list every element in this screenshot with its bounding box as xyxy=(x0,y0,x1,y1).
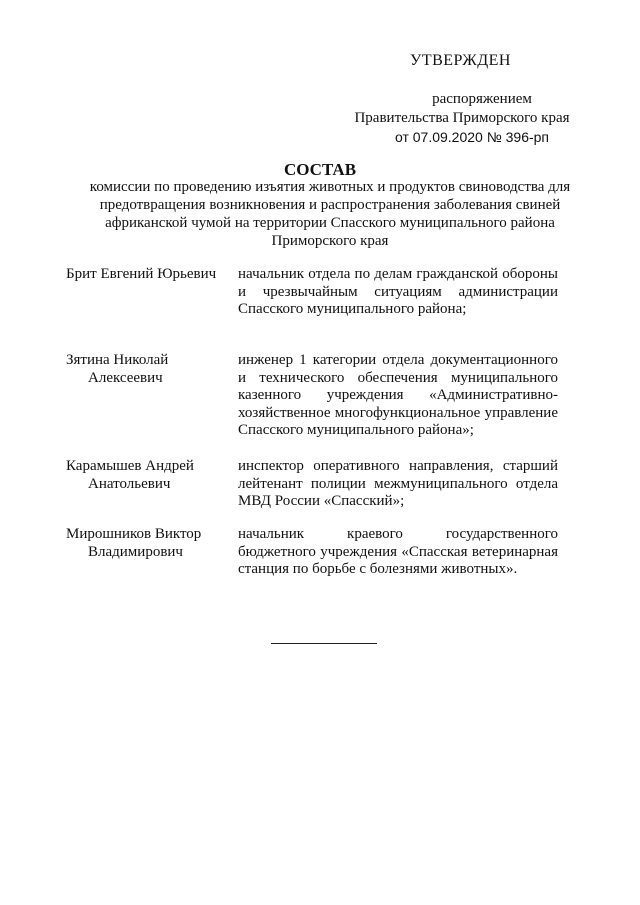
member-role: инспектор оперативного направления, старший лейтенант полиции межмуниципального отдела МВД России «Спасский»; xyxy=(238,458,558,509)
member-role: начальник краевого государственного бюджетного учреждения «Спасская ветеринарная станция по борьбе с болезнями животных». xyxy=(238,526,558,577)
member-name xyxy=(66,526,231,561)
member-role: начальник отдела по делам гражданской обороны и чрезвычайным ситуациям администрации Спасского муниципального района; xyxy=(238,266,558,317)
closing-divider xyxy=(271,643,377,644)
member-name xyxy=(66,458,231,493)
member-name-line-1: Зятина Николай xyxy=(66,352,169,368)
order-line-2: Правительства Приморского края xyxy=(354,110,570,126)
member-name-line-2: Алексеевич xyxy=(88,369,163,386)
member-name-line-2: Анатольевич xyxy=(88,475,171,492)
document-subtitle: комиссии по проведению изъятия животных и продуктов свиноводства для предотвращения возникновения и распространения заболевания свиней африканской чумой на территории Спасского муниципального района Приморского края xyxy=(89,179,571,249)
order-line-3: от 07.09.2020 № 396-рп xyxy=(394,129,550,145)
member-name-line-2: Владимирович xyxy=(88,543,183,560)
order-line-1: распоряжением xyxy=(432,91,532,107)
member-role: инженер 1 категории отдела документационного и технического обеспечения муниципального казенного учреждения «Административно-хозяйственное многофункциональное управление Спасского муниципального района»; xyxy=(238,352,558,438)
document-title: СОСТАВ xyxy=(283,160,357,179)
member-name-line-1: Брит Евгений Юрьевич xyxy=(66,266,217,282)
member-name xyxy=(66,266,231,284)
member-name xyxy=(66,352,231,387)
member-name-line-1: Мирошников Виктор xyxy=(66,526,202,542)
approved-label: УТВЕРЖДЕН xyxy=(410,52,511,69)
order-reference xyxy=(332,90,592,147)
member-name-line-1: Карамышев Андрей xyxy=(66,458,194,474)
